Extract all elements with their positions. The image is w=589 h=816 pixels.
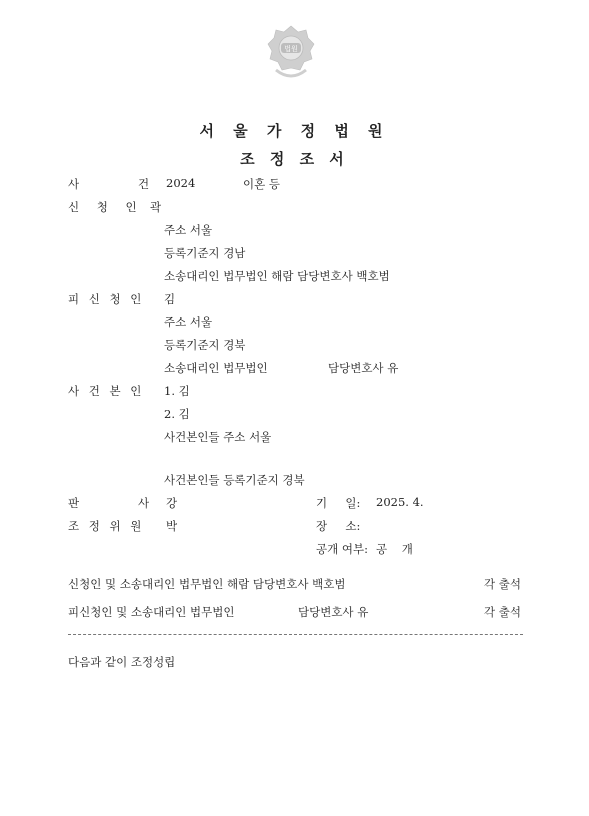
applicant-name: 곽 xyxy=(150,200,162,214)
applicant-registry: 등록기준지 경남 xyxy=(164,246,246,260)
respondent-address: 주소 서울 xyxy=(164,315,213,329)
date-value: 2025. 4. xyxy=(376,495,424,509)
divider xyxy=(68,634,523,635)
attendance-line-1-status: 각 출석 xyxy=(484,577,521,591)
respondent-name: 김 xyxy=(164,292,176,306)
principals-address: 사건본인들 주소 서울 xyxy=(164,430,272,444)
principal-2: 2. 김 xyxy=(164,407,190,421)
date-label: 기 일: xyxy=(316,496,361,510)
case-number: 2024 xyxy=(166,176,196,190)
place-label: 장 소: xyxy=(316,519,361,533)
mediator-label: 조 정 위 원 xyxy=(68,519,145,533)
disclosure-label: 공개 여부: xyxy=(316,542,368,556)
respondent-attorney-suffix: 담당변호사 유 xyxy=(328,361,399,375)
respondent-label: 피 신 청 인 xyxy=(68,292,145,306)
judge-label-b: 사 xyxy=(138,496,150,510)
court-name: 서 울 가 정 법 원 xyxy=(199,122,390,140)
case-label-a: 사 xyxy=(68,177,80,191)
judge-label-a: 판 xyxy=(68,496,80,510)
mediator-name: 박 xyxy=(166,519,178,533)
judge-name: 강 xyxy=(166,496,178,510)
disclosure-value: 공 개 xyxy=(376,542,413,556)
attendance-line-1: 신청인 및 소송대리인 법무법인 해람 담당변호사 백호범 xyxy=(68,577,346,591)
case-label-b: 건 xyxy=(138,177,150,191)
principal-1: 1. 김 xyxy=(164,384,190,398)
attendance-line-2-suffix: 담당변호사 유 xyxy=(298,605,369,619)
attendance-line-2-prefix: 피신청인 및 소송대리인 법무법인 xyxy=(68,605,235,619)
principals-registry: 사건본인들 등록기준지 경북 xyxy=(164,473,305,487)
principals-label: 사 건 본 인 xyxy=(68,384,145,398)
court-seal-icon xyxy=(266,24,316,82)
applicant-address: 주소 서울 xyxy=(164,223,213,237)
respondent-attorney-prefix: 소송대리인 법무법인 xyxy=(164,361,268,375)
document-title: 조 정 조 서 xyxy=(240,150,349,168)
attendance-line-2-status: 각 출석 xyxy=(484,605,521,619)
outcome-text: 다음과 같이 조정성립 xyxy=(68,655,176,669)
svg-text:법원: 법원 xyxy=(284,45,298,53)
case-name: 이혼 등 xyxy=(243,177,280,191)
applicant-label: 신 청 인 xyxy=(68,200,137,214)
applicant-attorney: 소송대리인 법무법인 해람 담당변호사 백호범 xyxy=(164,269,390,283)
respondent-registry: 등록기준지 경북 xyxy=(164,338,246,352)
